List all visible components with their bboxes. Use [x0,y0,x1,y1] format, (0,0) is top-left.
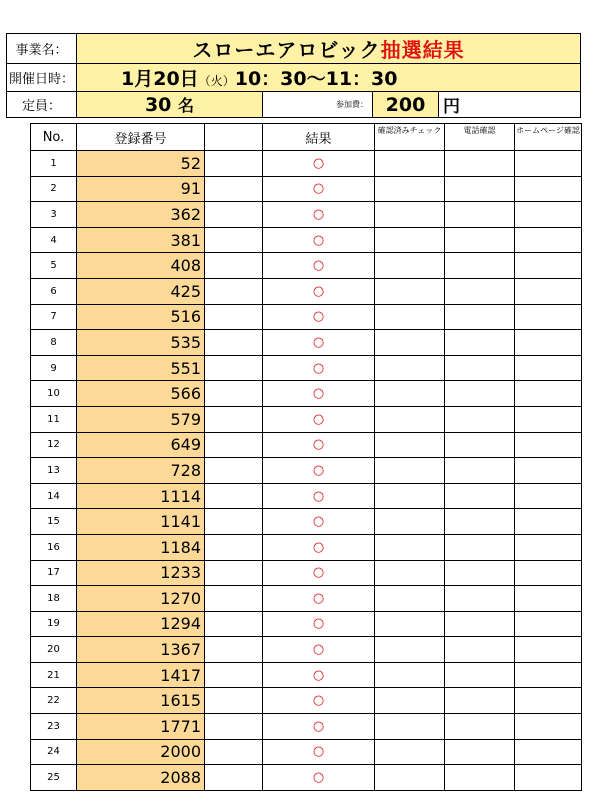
result-mark: ○ [263,765,375,791]
result-mark: ○ [263,662,375,688]
phone-check-cell [445,637,515,663]
row-number: 5 [31,253,77,279]
result-mark: ○ [263,586,375,612]
result-mark: ○ [263,509,375,535]
event-weekday: 火 [210,74,223,88]
row-number: 24 [31,739,77,765]
row-number: 15 [31,509,77,535]
blank-cell [205,765,263,791]
phone-check-cell [445,278,515,304]
col-header-checked: 確認済みチェック [375,124,445,151]
registration-number: 1270 [77,586,205,612]
row-number: 7 [31,304,77,330]
result-mark: ○ [263,714,375,740]
result-mark: ○ [263,637,375,663]
result-mark: ○ [263,278,375,304]
phone-check-cell [445,202,515,228]
registration-number: 649 [77,432,205,458]
event-date-day: 1月20日 [121,68,199,90]
result-mark: ○ [263,202,375,228]
blank-cell [205,151,263,177]
phone-check-cell [445,330,515,356]
checked-cell [375,406,445,432]
fee-value: 200 [373,92,439,118]
row-number: 12 [31,432,77,458]
weekday-open: （ [198,74,211,88]
result-mark: ○ [263,151,375,177]
phone-check-cell [445,432,515,458]
web-check-cell [515,432,582,458]
row-number: 11 [31,406,77,432]
registration-number: 728 [77,458,205,484]
phone-check-cell [445,304,515,330]
phone-check-cell [445,406,515,432]
capacity-value-cell [77,92,263,118]
checked-cell [375,560,445,586]
row-number: 13 [31,458,77,484]
web-check-cell [515,509,582,535]
checked-cell [375,662,445,688]
web-check-cell [515,483,582,509]
blank-cell [205,330,263,356]
row-number: 19 [31,611,77,637]
blank-cell [205,432,263,458]
event-time: 10：30～11：30 [234,68,398,90]
result-mark: ○ [263,406,375,432]
table-header-row [31,124,582,151]
row-number: 25 [31,765,77,791]
checked-cell [375,381,445,407]
table-row [31,278,582,304]
table-row [31,253,582,279]
blank-cell [205,739,263,765]
registration-number: 1184 [77,534,205,560]
table-row [31,381,582,407]
checked-cell [375,534,445,560]
table-row [31,714,582,740]
blank-cell [205,509,263,535]
phone-check-cell [445,458,515,484]
table-row [31,432,582,458]
web-check-cell [515,381,582,407]
registration-number: 381 [77,227,205,253]
phone-check-cell [445,381,515,407]
capacity-label: 定員： [7,92,77,118]
blank-cell [205,406,263,432]
web-check-cell [515,560,582,586]
table-row [31,586,582,612]
table-row [31,176,582,202]
web-check-cell [515,278,582,304]
event-name-label: 事業名： [7,34,77,64]
web-check-cell [515,637,582,663]
result-mark: ○ [263,176,375,202]
phone-check-cell [445,739,515,765]
blank-cell [205,202,263,228]
table-row [31,406,582,432]
fee-label: 参加費： [263,92,373,118]
web-check-cell [515,304,582,330]
blank-cell [205,714,263,740]
phone-check-cell [445,611,515,637]
web-check-cell [515,688,582,714]
blank-cell [205,662,263,688]
web-check-cell [515,765,582,791]
result-mark: ○ [263,560,375,586]
table-row [31,330,582,356]
result-mark: ○ [263,611,375,637]
registration-number: 579 [77,406,205,432]
blank-cell [205,611,263,637]
event-title-accent: 抽選結果 [380,38,465,62]
blank-cell [205,278,263,304]
web-check-cell [515,406,582,432]
row-number: 17 [31,560,77,586]
table-row [31,765,582,791]
phone-check-cell [445,355,515,381]
table-row [31,227,582,253]
phone-check-cell [445,227,515,253]
row-number: 8 [31,330,77,356]
table-row [31,560,582,586]
row-number: 4 [31,227,77,253]
row-number: 14 [31,483,77,509]
web-check-cell [515,227,582,253]
registration-number: 408 [77,253,205,279]
table-row [31,637,582,663]
checked-cell [375,202,445,228]
event-header [6,33,581,118]
web-check-cell [515,586,582,612]
blank-cell [205,637,263,663]
row-number: 23 [31,714,77,740]
event-capacity-row [7,92,581,118]
checked-cell [375,611,445,637]
web-check-cell [515,458,582,484]
blank-cell [205,560,263,586]
row-number: 18 [31,586,77,612]
table-row [31,534,582,560]
registration-number: 1141 [77,509,205,535]
checked-cell [375,509,445,535]
col-header-blank [205,124,263,151]
table-row [31,509,582,535]
event-name-row [7,34,581,64]
web-check-cell [515,330,582,356]
web-check-cell [515,151,582,177]
registration-number: 551 [77,355,205,381]
registration-number: 2000 [77,739,205,765]
result-mark: ○ [263,355,375,381]
checked-cell [375,637,445,663]
capacity-value: 30 [144,94,172,116]
result-mark: ○ [263,227,375,253]
web-check-cell [515,253,582,279]
col-header-web: ホームページ確認 [515,124,582,151]
blank-cell [205,227,263,253]
result-mark: ○ [263,330,375,356]
web-check-cell [515,355,582,381]
blank-cell [205,355,263,381]
checked-cell [375,330,445,356]
weekday-close: ） [222,74,235,88]
blank-cell [205,304,263,330]
table-row [31,458,582,484]
table-row [31,202,582,228]
col-header-phone: 電話確認 [445,124,515,151]
checked-cell [375,688,445,714]
registration-number: 1615 [77,688,205,714]
registration-number: 516 [77,304,205,330]
checked-cell [375,458,445,484]
registration-number: 1367 [77,637,205,663]
table-row [31,483,582,509]
checked-cell [375,586,445,612]
row-number: 3 [31,202,77,228]
blank-cell [205,458,263,484]
phone-check-cell [445,560,515,586]
row-number: 6 [31,278,77,304]
checked-cell [375,176,445,202]
event-date-label: 開催日時： [7,64,77,92]
col-header-registration: 登録番号 [77,124,205,151]
phone-check-cell [445,662,515,688]
phone-check-cell [445,534,515,560]
blank-cell [205,381,263,407]
result-mark: ○ [263,739,375,765]
col-header-no: No. [31,124,77,151]
result-mark: ○ [263,253,375,279]
table-row [31,304,582,330]
checked-cell [375,432,445,458]
table-row [31,739,582,765]
registration-number: 1233 [77,560,205,586]
capacity-unit: 名 [178,96,195,115]
table-row [31,355,582,381]
web-check-cell [515,714,582,740]
checked-cell [375,765,445,791]
phone-check-cell [445,253,515,279]
phone-check-cell [445,688,515,714]
row-number: 16 [31,534,77,560]
registration-number: 1417 [77,662,205,688]
registration-number: 566 [77,381,205,407]
phone-check-cell [445,151,515,177]
row-number: 20 [31,637,77,663]
checked-cell [375,227,445,253]
table-row [31,662,582,688]
checked-cell [375,253,445,279]
event-title-main: スローエアロビック [192,38,381,62]
blank-cell [205,688,263,714]
web-check-cell [515,739,582,765]
row-number: 10 [31,381,77,407]
fee-unit: 円 [439,92,581,118]
web-check-cell [515,611,582,637]
checked-cell [375,151,445,177]
lottery-results-table [30,123,582,791]
blank-cell [205,253,263,279]
checked-cell [375,739,445,765]
web-check-cell [515,662,582,688]
result-mark: ○ [263,688,375,714]
checked-cell [375,355,445,381]
row-number: 9 [31,355,77,381]
blank-cell [205,176,263,202]
table-row [31,151,582,177]
registration-number: 425 [77,278,205,304]
col-header-result: 結果 [263,124,375,151]
checked-cell [375,714,445,740]
phone-check-cell [445,714,515,740]
table-row [31,611,582,637]
result-mark: ○ [263,432,375,458]
result-mark: ○ [263,483,375,509]
blank-cell [205,483,263,509]
registration-number: 2088 [77,765,205,791]
result-mark: ○ [263,458,375,484]
phone-check-cell [445,176,515,202]
registration-number: 1294 [77,611,205,637]
row-number: 22 [31,688,77,714]
phone-check-cell [445,586,515,612]
phone-check-cell [445,765,515,791]
table-body [31,151,582,791]
result-mark: ○ [263,381,375,407]
web-check-cell [515,202,582,228]
event-date [77,64,581,92]
registration-number: 535 [77,330,205,356]
registration-number: 1114 [77,483,205,509]
result-mark: ○ [263,534,375,560]
registration-number: 362 [77,202,205,228]
checked-cell [375,278,445,304]
web-check-cell [515,534,582,560]
phone-check-cell [445,509,515,535]
web-check-cell [515,176,582,202]
event-title [77,34,581,64]
result-mark: ○ [263,304,375,330]
checked-cell [375,304,445,330]
event-date-row [7,64,581,92]
registration-number: 91 [77,176,205,202]
phone-check-cell [445,483,515,509]
registration-number: 1771 [77,714,205,740]
blank-cell [205,534,263,560]
registration-number: 52 [77,151,205,177]
table-row [31,688,582,714]
row-number: 21 [31,662,77,688]
checked-cell [375,483,445,509]
row-number: 1 [31,151,77,177]
blank-cell [205,586,263,612]
row-number: 2 [31,176,77,202]
